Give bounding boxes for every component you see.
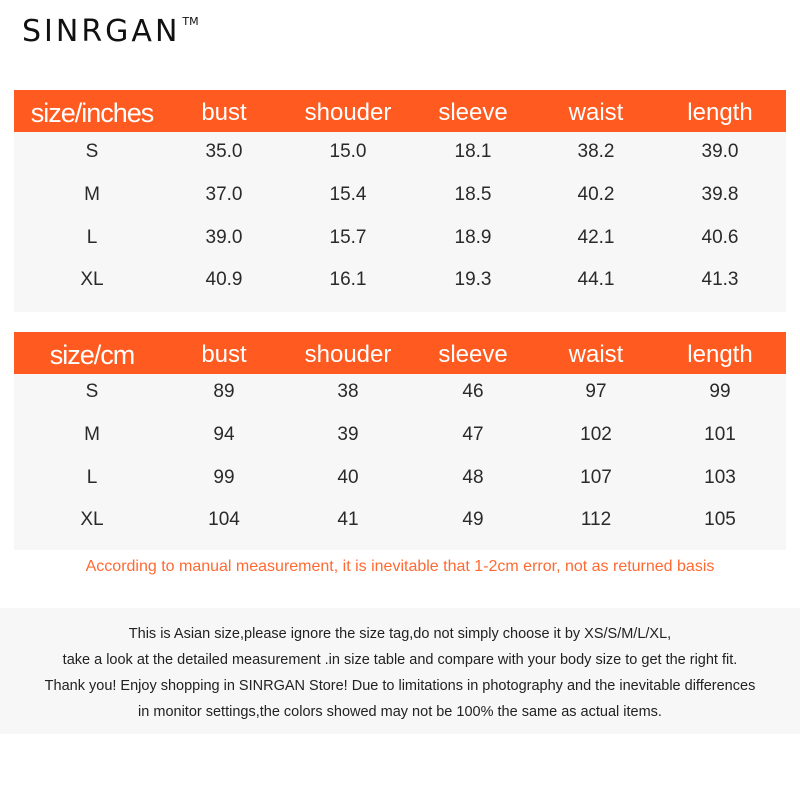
- table-cell: 46: [462, 381, 484, 402]
- table-cell: 39.0: [205, 227, 243, 248]
- header-length: length: [687, 341, 753, 368]
- size-label: XL: [80, 509, 104, 530]
- table-row: [14, 506, 786, 534]
- size-label: XL: [80, 269, 104, 290]
- table-cell: 18.9: [454, 227, 492, 248]
- table-cell: 15.4: [329, 184, 367, 205]
- table-cell: 39.8: [701, 184, 739, 205]
- table-cell: 48: [462, 467, 484, 488]
- table-cell: 40.2: [577, 184, 615, 205]
- table-cell: 112: [580, 509, 612, 530]
- table-cell: 19.3: [454, 269, 492, 290]
- table-cell: 42.1: [577, 227, 615, 248]
- table-cell: 38: [337, 381, 359, 402]
- header-bust: bust: [201, 341, 247, 368]
- table-cell: 44.1: [577, 269, 615, 290]
- table-cell: 38.2: [577, 141, 615, 162]
- table-cell: 40.9: [205, 269, 243, 290]
- table-cell: 39: [337, 424, 359, 445]
- table-cell: 105: [704, 509, 736, 530]
- table-cell: 99: [709, 381, 731, 402]
- table-cell: 102: [580, 424, 612, 445]
- disclaimer-line: Thank you! Enjoy shopping in SINRGAN Store! Due to limitations in photography and the inevitable differences: [44, 678, 756, 694]
- table-row: [14, 224, 786, 252]
- header-size-cm: size/cm: [49, 340, 135, 370]
- table-cell: 18.1: [454, 141, 492, 162]
- table-cell: 16.1: [329, 269, 367, 290]
- table-row: [14, 421, 786, 449]
- table-cell: 107: [580, 467, 612, 488]
- size-table-cm: [14, 332, 786, 550]
- table-cell: 15.0: [329, 141, 367, 162]
- brand-name: SINRGAN: [22, 14, 181, 49]
- disclaimer-line: in monitor settings,the colors showed may not be 100% the same as actual items.: [138, 704, 662, 720]
- header-waist: waist: [568, 341, 624, 368]
- table-cell: 99: [213, 467, 235, 488]
- table-cell: 37.0: [205, 184, 243, 205]
- table-row: [14, 464, 786, 492]
- table-cell: 41: [337, 509, 359, 530]
- size-label: L: [86, 467, 98, 488]
- table-cell: 101: [704, 424, 736, 445]
- disclaimer-line: This is Asian size,please ignore the size tag,do not simply choose it by XS/S/M/L/XL,: [128, 626, 672, 642]
- size-label: S: [85, 381, 99, 402]
- brand-logo: [22, 14, 197, 49]
- measurement-note: According to manual measurement, it is inevitable that 1-2cm error, not as returned basis: [85, 558, 715, 575]
- header-sleeve: sleeve: [438, 99, 508, 126]
- header-size-inches: size/inches: [30, 98, 154, 128]
- table-cell: 104: [208, 509, 240, 530]
- size-table-inches: [14, 90, 786, 312]
- header-length: length: [687, 99, 753, 126]
- header-waist: waist: [568, 99, 624, 126]
- table-cell: 49: [462, 509, 484, 530]
- table-cell: 89: [213, 381, 235, 402]
- table-header-cm: [14, 332, 786, 374]
- table-cell: 39.0: [701, 141, 739, 162]
- table-cell: 97: [585, 381, 607, 402]
- table-row: [14, 266, 786, 294]
- table-cell: 18.5: [454, 184, 492, 205]
- header-shoulder: shouder: [304, 99, 392, 126]
- table-cell: 47: [462, 424, 484, 445]
- table-cell: 35.0: [205, 141, 243, 162]
- header-shoulder: shouder: [304, 341, 392, 368]
- table-cell: 15.7: [329, 227, 367, 248]
- size-label: M: [84, 424, 100, 445]
- size-label: S: [85, 141, 99, 162]
- disclaimer-box: [0, 608, 800, 734]
- table-header-inches: [14, 90, 786, 132]
- table-row: [14, 138, 786, 166]
- table-row: [14, 378, 786, 406]
- table-cell: 103: [704, 467, 736, 488]
- header-sleeve: sleeve: [438, 341, 508, 368]
- table-cell: 40: [337, 467, 359, 488]
- table-cell: 94: [213, 424, 235, 445]
- trademark-mark: TM: [182, 15, 199, 28]
- header-bust: bust: [201, 99, 247, 126]
- disclaimer-line: take a look at the detailed measurement .in size table and compare with your body size to get the right fit.: [62, 652, 738, 668]
- table-cell: 40.6: [701, 227, 739, 248]
- table-row: [14, 181, 786, 209]
- size-label: L: [86, 227, 98, 248]
- table-cell: 41.3: [701, 269, 739, 290]
- size-label: M: [84, 184, 100, 205]
